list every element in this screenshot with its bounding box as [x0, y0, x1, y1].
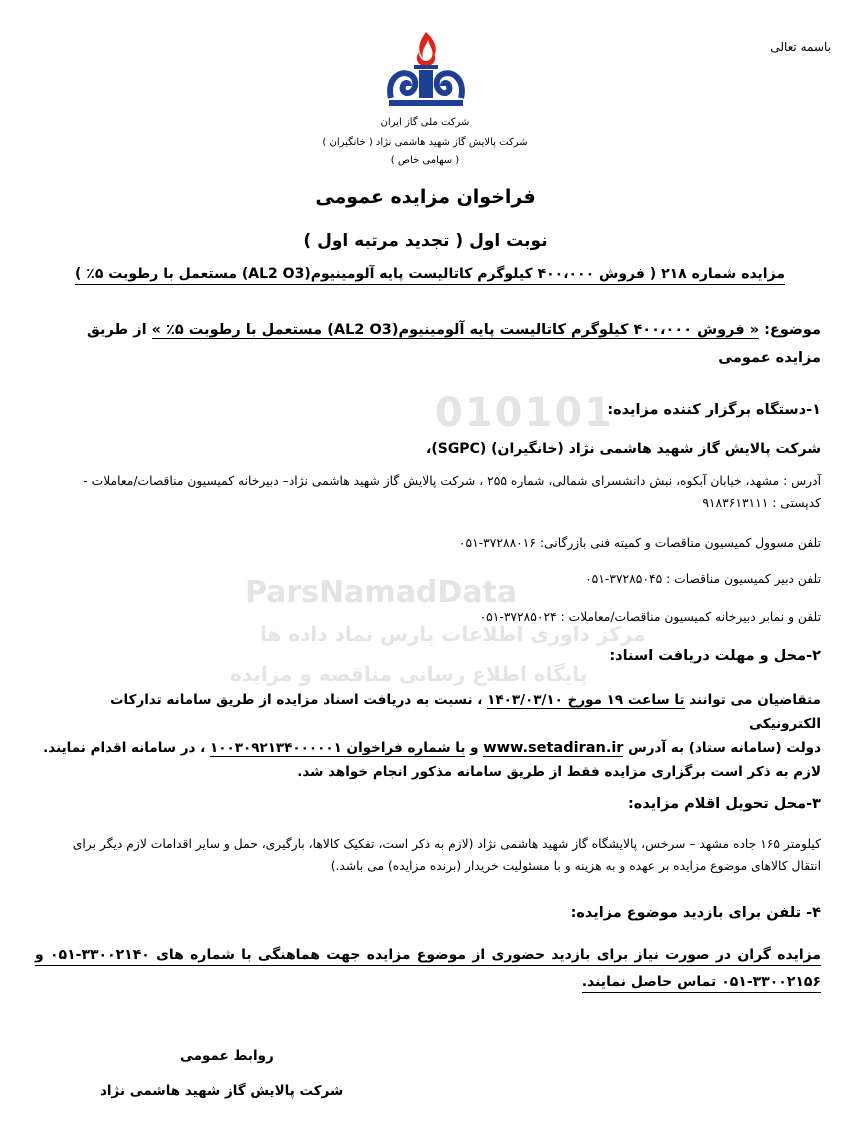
round-title: نوبت اول ( تجدید مرتبه اول ) [303, 231, 548, 251]
watermark-brand: ParsNamadData [245, 575, 518, 610]
section-1-address: آدرس : مشهد، خیابان آبکوه، نبش دانشسرای شمالی، شماره ۲۵۵ ، شرکت پالایش گاز شهید هاشمی نژاد– دبیرخانه کمیسیون مناقصات/معاملات - کدپستی : ۹۱۸۳۶۱۳۱۱۱ [83, 474, 821, 510]
section-4-heading: ۴- تلفن برای بازدید موضوع مزایده: [570, 905, 821, 921]
subject-suffix: از طریق مزایده عمومی [86, 322, 821, 366]
section-2-body [40, 688, 821, 784]
watermark-slogan-1: مرکز داوری اطلاعات پارس نماد داده ها [260, 622, 646, 646]
subject-paragraph [40, 316, 821, 372]
subject-text: « فروش ۴۰۰،۰۰۰ کیلوگرم کاتالیست پایه آلومینیوم(AL2 O3) مستعمل با رطوبت ۵٪ » [151, 322, 760, 338]
section-3-heading: ۳-محل تحویل اقلام مزایده: [627, 796, 821, 812]
section-2-heading: ۲-محل و مهلت دریافت اسناد: [609, 648, 821, 664]
section-2-line-3: لازم به ذکر است برگزاری مزایده فقط از طریق سامانه مذکور انجام خواهد شد. [297, 764, 821, 780]
section-2-line-2-b: و [470, 740, 479, 756]
section-2-line-2-d: ، در سامانه اقدام نمایند. [43, 740, 206, 756]
bismillah: باسمه تعالی [770, 40, 831, 54]
section-1-company: شرکت پالایش گاز شهید هاشمی نژاد (خانگیران) (SGPC)، [426, 441, 821, 457]
section-4-text-content: مزایده گران در صورت نیاز برای بازدید حضوری از موضوع مزایده جهت هماهنگی با شماره های ۳۳۰۰۲۱۴۰-۰۵۱ و ۳۳۰۰۲۱۵۶-۰۵۱ تماس حاصل نمایند. [35, 947, 821, 993]
section-4-text [35, 942, 821, 996]
watermark-slogan-2: پایگاه اطلاع رسانی مناقصه و مزایده [230, 662, 588, 686]
section-2-line-2 [40, 736, 821, 760]
subject-label: موضوع: [764, 322, 821, 338]
section-1-phone-3: تلفن و نمابر دبیرخانه کمیسیون مناقصات/معاملات : ۳۷۲۸۵۰۲۴-۰۵۱ [479, 610, 821, 624]
section-2-line-2-a: دولت (سامانه ستاد) به آدرس [628, 740, 821, 756]
section-3-text: کیلومتر ۱۶۵ جاده مشهد – سرخس، پالایشگاه گاز شهید هاشمی نژاد (لازم به ذکر است، تفکیک کالاها، بارگیری، حمل و سایر اقدامات لازم دیگر برای انتقال کالاهای موضوع مزایده بر عهده و به هزینه و با مسئولیت خریدار (برنده مزایده) می باشد.) [72, 837, 821, 873]
auction-title-text: مزایده شماره ۲۱۸ ( فروش ۴۰۰،۰۰۰ کیلوگرم کاتالیست پایه آلومینیوم(AL2 O3) مستعمل با رطوبت ۵٪ ) [75, 266, 785, 285]
deadline-text: تا ساعت ۱۹ مورخ ۱۴۰۳/۰۳/۱۰ [487, 692, 685, 708]
setadiran-link[interactable]: www.setadiran.ir [483, 740, 624, 756]
section-2-line-1-a: متقاضیان می توانند [689, 692, 821, 708]
section-1-phone-1: تلفن مسوول کمیسیون مناقصات و کمیته فنی بازرگانی: ۳۷۲۸۸۰۱۶-۰۵۱ [458, 536, 821, 550]
section-1-phone-2: تلفن دبیر کمیسیون مناقصات : ۳۷۲۸۵۰۴۵-۰۵۱ [585, 572, 821, 586]
watermark-digits: 010101 [435, 390, 614, 436]
main-title: فراخوان مزایده عمومی [315, 186, 536, 208]
auction-title [70, 266, 790, 282]
org-line-3: ( سهامی خاص ) [390, 155, 460, 166]
section-1-heading: ۱-دستگاه برگزار کننده مزایده: [607, 402, 821, 418]
call-number-text: با شماره فراخوان ۱۰۰۳۰۹۲۱۳۴۰۰۰۰۰۱ [210, 740, 466, 756]
section-2-line-1-c: ، نسبت به دریافت اسناد مزایده از طریق سامانه تدارکات الکترونیکی [109, 692, 821, 732]
signature-company: شرکت پالایش گاز شهید هاشمی نژاد [100, 1083, 344, 1099]
nigc-logo-icon [383, 30, 469, 112]
org-line-2: شرکت پالایش گاز شهید هاشمی نژاد ( خانگیران ) [322, 137, 528, 148]
signature-dept: روابط عمومی [180, 1048, 274, 1064]
org-line-1: شرکت ملی گاز ایران [380, 117, 470, 128]
section-2-line-1 [40, 688, 821, 736]
